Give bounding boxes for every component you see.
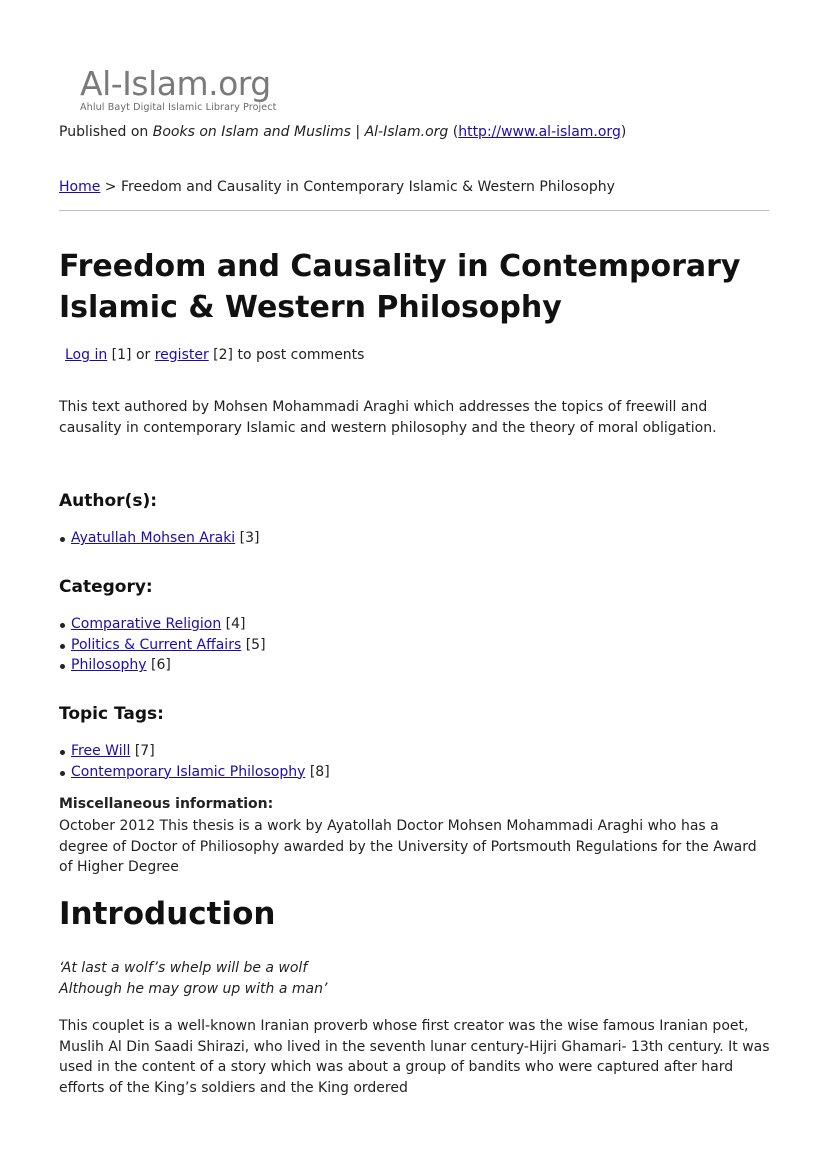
introduction-paragraph: This couplet is a well-known Iranian proverb whose first creator was the wise famous Iranian poet, Muslih Al Din Saadi Shirazi, who lived in the seventh lunar century-Hijri Ghamari- 13th century. It was used in the content of a story which was about a group of bandits who were captured after hard efforts of the King’s soldiers and the King ordered <box>59 1018 770 1096</box>
list-item <box>59 614 266 635</box>
couplet-quote <box>59 958 327 999</box>
list-item <box>59 741 330 762</box>
login-link[interactable]: Log in <box>65 347 108 363</box>
logo-tagline: Ahlul Bayt Digital Islamic Library Project <box>80 102 277 113</box>
authors-heading: Author(s): <box>59 491 158 511</box>
login-prompt <box>65 347 364 363</box>
tag-ref: [8] <box>305 763 330 780</box>
header-divider <box>59 210 769 211</box>
tag-ref: [7] <box>130 743 155 759</box>
category-ref: [6] <box>146 657 171 674</box>
category-heading: Category: <box>59 577 153 597</box>
authors-list <box>59 528 259 549</box>
category-ref: [4] <box>221 616 246 632</box>
category-list <box>59 614 266 676</box>
published-url-close: ) <box>620 124 627 140</box>
logo-wordmark: Al-Islam.org <box>80 64 271 103</box>
page-title: Freedom and Causality in Contemporary Islamic & Western Philosophy <box>59 249 741 325</box>
author-ref: [3] <box>235 530 260 546</box>
list-item <box>59 635 266 656</box>
login-ref: [1] or <box>107 347 155 363</box>
couplet-line-2: Although he may grow up with a man’ <box>59 980 328 997</box>
published-prefix: Published on <box>59 124 153 140</box>
introduction-heading: Introduction <box>59 896 276 932</box>
category-link-comparative-religion[interactable]: Comparative Religion <box>71 616 222 632</box>
topic-tags-list <box>59 741 330 782</box>
author-link[interactable]: Ayatullah Mohsen Araki <box>71 530 236 546</box>
category-link-philosophy[interactable]: Philosophy <box>71 657 147 674</box>
breadcrumb-current: Freedom and Causality in Contemporary Islamic & Western Philosophy <box>120 179 615 195</box>
misc-info-label: Miscellaneous information: <box>59 796 274 812</box>
category-link-politics[interactable]: Politics & Current Affairs <box>71 636 242 653</box>
published-site-name: Books on Islam and Muslims | Al-Islam.org <box>152 124 449 140</box>
register-ref: [2] to post comments <box>208 347 365 363</box>
list-item <box>59 655 266 676</box>
list-item <box>59 762 330 783</box>
tag-link-free-will[interactable]: Free Will <box>71 743 131 759</box>
breadcrumb-separator: > <box>100 179 121 195</box>
list-item <box>59 528 259 549</box>
couplet-line-1: ‘At last a wolf’s whelp will be a wolf <box>59 960 308 976</box>
misc-info-text: October 2012 This thesis is a work by Ayatollah Doctor Mohsen Mohammadi Araghi who has a degree of Doctor of Philiosophy awarded by the University of Portsmouth Regulations for the Award of Higher Degree <box>59 818 757 876</box>
book-description: This text authored by Mohsen Mohammadi Araghi which addresses the topics of freewill and causality in contemporary Islamic and western philosophy and the theory of moral obligation. <box>59 399 717 436</box>
register-link[interactable]: register <box>154 347 209 363</box>
breadcrumb-home-link[interactable]: Home <box>59 179 101 195</box>
site-url-link[interactable]: http://www.al-islam.org <box>458 124 621 140</box>
site-logo[interactable] <box>80 64 320 120</box>
topic-tags-heading: Topic Tags: <box>59 704 164 724</box>
published-line <box>59 124 626 140</box>
tag-link-contemporary-islamic-philosophy[interactable]: Contemporary Islamic Philosophy <box>71 763 306 780</box>
published-url-open: ( <box>448 124 459 140</box>
breadcrumb <box>59 179 615 195</box>
category-ref: [5] <box>241 636 266 653</box>
